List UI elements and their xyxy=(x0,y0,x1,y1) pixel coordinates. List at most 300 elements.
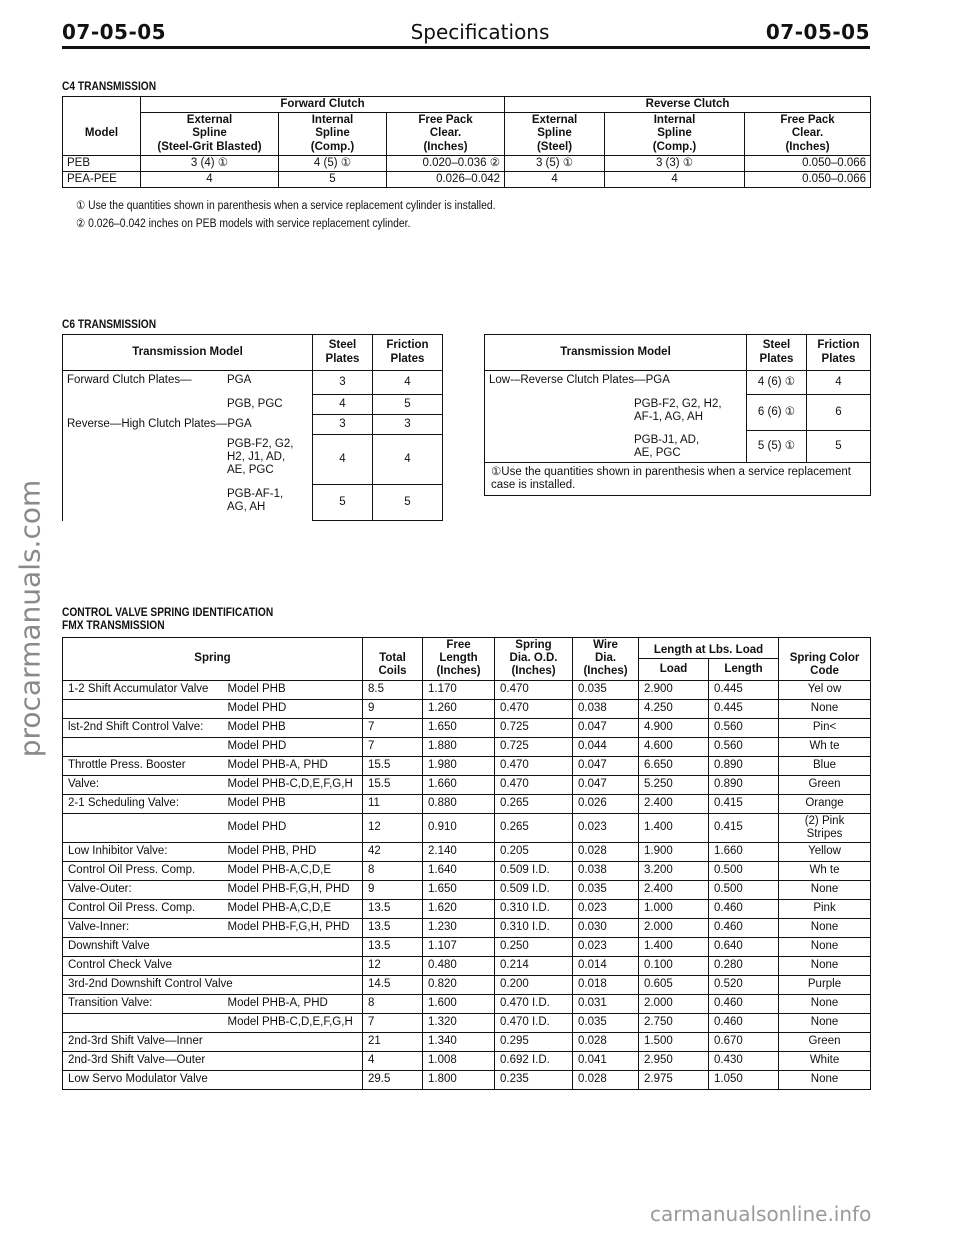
c6-left-table xyxy=(62,334,443,521)
fmx-cell: 0.460 xyxy=(709,900,779,919)
fmx-cell: 0.265 xyxy=(495,794,573,813)
c4-col-rext: External Spline (Steel) xyxy=(505,113,605,156)
fmx-h-spring: Spring xyxy=(63,638,363,681)
fmx-cell: 0.725 xyxy=(495,718,573,737)
c6-row xyxy=(63,435,443,485)
fmx-cell: 8 xyxy=(363,862,423,881)
fmx-cell: Model PHD xyxy=(223,699,363,718)
c4-cell: 0.050–0.066 xyxy=(745,172,871,188)
fmx-cell xyxy=(63,1014,223,1033)
c6-steel-cell: 4 xyxy=(313,395,373,415)
fmx-cell: 2.975 xyxy=(639,1071,709,1090)
c6-row xyxy=(485,395,871,431)
c6-model: PGB, PGC xyxy=(227,397,283,410)
fmx-row xyxy=(63,938,871,957)
fmx-cell xyxy=(223,1071,363,1090)
fmx-cell: 4.600 xyxy=(639,737,709,756)
fmx-cell: 0.890 xyxy=(709,756,779,775)
fmx-cell: Purple xyxy=(779,976,871,995)
c6-steel-cell: 5 (5) ① xyxy=(747,431,807,463)
c4-col-ext: External Spline (Steel-Grit Blasted) xyxy=(141,113,279,156)
c6l-h-model: Transmission Model xyxy=(63,335,313,371)
c6r-h-model: Transmission Model xyxy=(485,335,747,371)
fmx-cell: Model PHB xyxy=(223,718,363,737)
fmx-cell: 1.340 xyxy=(423,1033,495,1052)
fmx-cell: None xyxy=(779,1071,871,1090)
fmx-cell: Control Oil Press. Comp. xyxy=(63,862,223,881)
fmx-cell: 0.480 xyxy=(423,957,495,976)
fmx-cell: Model PHB xyxy=(223,680,363,699)
fmx-cell: 1.050 xyxy=(709,1071,779,1090)
c4-table xyxy=(62,96,871,188)
fmx-row xyxy=(63,737,871,756)
fmx-row xyxy=(63,1033,871,1052)
c6-model-cell xyxy=(63,415,313,435)
fmx-cell xyxy=(223,957,363,976)
c4-cell: 5 xyxy=(279,172,387,188)
c6-friction-cell: 5 xyxy=(807,431,871,463)
c6-model-cell xyxy=(485,371,747,395)
c6-label xyxy=(489,398,634,424)
fmx-row xyxy=(63,976,871,995)
c4-title: C4 TRANSMISSION xyxy=(62,79,157,93)
c4-cell: 0.020–0.036 ② xyxy=(387,155,505,171)
fmx-cell: 0.047 xyxy=(573,718,639,737)
c4-row xyxy=(63,155,871,171)
fmx-cell: 13.5 xyxy=(363,919,423,938)
fmx-cell: lst-2nd Shift Control Valve: xyxy=(63,718,223,737)
c6-model: PGB-AF-1, AG, AH xyxy=(227,487,284,513)
fmx-cell: 0.023 xyxy=(573,813,639,842)
fmx-cell: Low Inhibitor Valve: xyxy=(63,843,223,862)
fmx-cell: 0.035 xyxy=(573,680,639,699)
fmx-row xyxy=(63,957,871,976)
bottom-watermark: carmanualsonline.info xyxy=(650,1202,872,1226)
c6-label: Forward Clutch Plates— xyxy=(67,374,192,386)
c4-cell: 4 xyxy=(505,172,605,188)
fmx-cell xyxy=(63,813,223,842)
c6l-h-friction: Friction Plates xyxy=(373,335,443,371)
fmx-h-wire: Wire Dia. (Inches) xyxy=(573,638,639,681)
fmx-cell: 1.400 xyxy=(639,813,709,842)
c6-model-cell xyxy=(485,395,747,431)
fmx-cell: 0.047 xyxy=(573,775,639,794)
fmx-cell: 14.5 xyxy=(363,976,423,995)
fmx-row xyxy=(63,881,871,900)
fmx-cell xyxy=(223,1033,363,1052)
fmx-row xyxy=(63,843,871,862)
fmx-cell: 0.880 xyxy=(423,794,495,813)
fmx-cell: 0.470 I.D. xyxy=(495,1014,573,1033)
c4-cell: PEA-PEE xyxy=(63,172,141,188)
fmx-cell: 13.5 xyxy=(363,900,423,919)
fmx-row xyxy=(63,680,871,699)
c4-cell: 4 xyxy=(141,172,279,188)
c6-row xyxy=(63,415,443,435)
c4-col-free: Free Pack Clear. (Inches) xyxy=(387,113,505,156)
fmx-h-dia: Spring Dia. O.D. (Inches) xyxy=(495,638,573,681)
fmx-cell: 0.038 xyxy=(573,862,639,881)
fmx-cell: 0.415 xyxy=(709,813,779,842)
fmx-cell: 0.200 xyxy=(495,976,573,995)
fmx-cell: 1.320 xyxy=(423,1014,495,1033)
fmx-cell: 0.047 xyxy=(573,756,639,775)
c6-label xyxy=(67,438,227,478)
c6-friction-cell: 4 xyxy=(373,435,443,485)
c4-col-model: Model xyxy=(63,113,141,156)
fmx-cell: 2.400 xyxy=(639,794,709,813)
fmx-cell: 4.900 xyxy=(639,718,709,737)
fmx-cell: 0.310 I.D. xyxy=(495,919,573,938)
c6-model: PGB-F2, G2, H2, J1, AD, AE, PGC xyxy=(227,437,294,476)
c4-cell: 0.026–0.042 xyxy=(387,172,505,188)
c6-steel-cell: 6 (6) ① xyxy=(747,395,807,431)
fmx-cell: 0.023 xyxy=(573,938,639,957)
fmx-cell: 1.230 xyxy=(423,919,495,938)
c4-note-1: ① Use the quantities shown in parenthesis when a service replacement cylinder is installed. xyxy=(76,200,496,212)
fmx-cell: 0.038 xyxy=(573,699,639,718)
fmx-cell: 15.5 xyxy=(363,756,423,775)
fmx-cell: 9 xyxy=(363,881,423,900)
fmx-cell: 12 xyxy=(363,813,423,842)
fmx-cell: 3rd-2nd Downshift Control Valve xyxy=(63,976,223,995)
fmx-cell: 0.310 I.D. xyxy=(495,900,573,919)
fmx-cell: 7 xyxy=(363,737,423,756)
fmx-cell: Model PHB xyxy=(223,794,363,813)
c4-group-forward: Forward Clutch xyxy=(141,97,505,113)
fmx-cell: 2.140 xyxy=(423,843,495,862)
fmx-cell: 0.030 xyxy=(573,919,639,938)
fmx-cell: 7 xyxy=(363,1014,423,1033)
fmx-cell: 0.028 xyxy=(573,843,639,862)
fmx-row xyxy=(63,919,871,938)
c6-friction-cell: 3 xyxy=(373,415,443,435)
fmx-cell: 1.000 xyxy=(639,900,709,919)
fmx-cell: 0.415 xyxy=(709,794,779,813)
fmx-cell: Model PHB-A,C,D,E xyxy=(223,862,363,881)
fmx-cell: 0.044 xyxy=(573,737,639,756)
c6-steel-cell: 3 xyxy=(313,371,373,395)
fmx-cell: 2nd-3rd Shift Valve—Outer xyxy=(63,1052,223,1071)
fmx-cell: Green xyxy=(779,775,871,794)
fmx-cell: Wh te xyxy=(779,862,871,881)
fmx-row xyxy=(63,900,871,919)
fmx-cell: 1.880 xyxy=(423,737,495,756)
fmx-cell: 1.660 xyxy=(423,775,495,794)
fmx-cell: 6.650 xyxy=(639,756,709,775)
fmx-cell: None xyxy=(779,699,871,718)
fmx-cell: 1.650 xyxy=(423,718,495,737)
fmx-cell: 0.031 xyxy=(573,995,639,1014)
c6-label xyxy=(67,398,227,411)
fmx-cell: Model PHB, PHD xyxy=(223,843,363,862)
fmx-cell: 0.560 xyxy=(709,718,779,737)
c4-cell: 3 (4) ① xyxy=(141,155,279,171)
page-code-left: 07-05-05 xyxy=(62,20,167,44)
fmx-cell: 0.035 xyxy=(573,1014,639,1033)
fmx-cell: Throttle Press. Booster xyxy=(63,756,223,775)
fmx-cell: 0.640 xyxy=(709,938,779,957)
c6-friction-cell: 5 xyxy=(373,485,443,521)
fmx-cell: 0.265 xyxy=(495,813,573,842)
c4-cell: 3 (5) ① xyxy=(505,155,605,171)
fmx-cell: 2.750 xyxy=(639,1014,709,1033)
c6-label xyxy=(489,434,634,460)
fmx-cell xyxy=(63,737,223,756)
fmx-cell: 1.008 xyxy=(423,1052,495,1071)
fmx-cell: Orange xyxy=(779,794,871,813)
fmx-cell: None xyxy=(779,919,871,938)
fmx-cell: Model PHB-F,G,H, PHD xyxy=(223,881,363,900)
fmx-cell: 0.035 xyxy=(573,881,639,900)
c6-model: PGA xyxy=(227,417,252,430)
fmx-cell: Pink xyxy=(779,900,871,919)
fmx-cell: Transition Valve: xyxy=(63,995,223,1014)
fmx-cell xyxy=(223,1052,363,1071)
c6-model: PGB-F2, G2, H2, AF-1, AG, AH xyxy=(634,397,722,423)
fmx-cell: Model PHD xyxy=(223,737,363,756)
c6r-h-steel: Steel Plates xyxy=(747,335,807,371)
fmx-row xyxy=(63,862,871,881)
c6-label: Reverse—High Clutch Plates— xyxy=(67,417,228,430)
fmx-cell: 0.026 xyxy=(573,794,639,813)
side-watermark: procarmanuals.com xyxy=(13,479,47,758)
fmx-cell: 0.500 xyxy=(709,881,779,900)
fmx-cell: 1.260 xyxy=(423,699,495,718)
fmx-cell: 9 xyxy=(363,699,423,718)
fmx-cell: 0.445 xyxy=(709,680,779,699)
fmx-cell: 2-1 Scheduling Valve: xyxy=(63,794,223,813)
fmx-row xyxy=(63,794,871,813)
fmx-cell: (2) Pink Stripes xyxy=(779,813,871,842)
c6-steel-cell: 4 (6) ① xyxy=(747,371,807,395)
fmx-cell: Pin< xyxy=(779,718,871,737)
fmx-cell: 1.600 xyxy=(423,995,495,1014)
fmx-h-color: Spring Color Code xyxy=(779,638,871,681)
fmx-cell: 0.460 xyxy=(709,1014,779,1033)
c6-model-cell xyxy=(485,431,747,463)
page-code-right: 07-05-05 xyxy=(765,20,870,44)
c6-friction-cell: 4 xyxy=(807,371,871,395)
fmx-cell: 2nd-3rd Shift Valve—Inner xyxy=(63,1033,223,1052)
fmx-cell: 0.470 I.D. xyxy=(495,995,573,1014)
fmx-cell: 0.509 I.D. xyxy=(495,881,573,900)
fmx-cell: 13.5 xyxy=(363,938,423,957)
fmx-cell: 2.000 xyxy=(639,995,709,1014)
c6l-h-steel: Steel Plates xyxy=(313,335,373,371)
fmx-cell: 0.445 xyxy=(709,699,779,718)
fmx-cell: 0.014 xyxy=(573,957,639,976)
fmx-cell: 2.000 xyxy=(639,919,709,938)
fmx-cell: 0.295 xyxy=(495,1033,573,1052)
fmx-h-free: Free Length (Inches) xyxy=(423,638,495,681)
fmx-row xyxy=(63,813,871,842)
fmx-cell: 0.100 xyxy=(639,957,709,976)
fmx-cell xyxy=(223,976,363,995)
fmx-cell: 1.640 xyxy=(423,862,495,881)
c6-friction-cell: 4 xyxy=(373,371,443,395)
fmx-cell: 1.660 xyxy=(709,843,779,862)
fmx-cell: None xyxy=(779,881,871,900)
fmx-cell: Blue xyxy=(779,756,871,775)
fmx-cell: 1.107 xyxy=(423,938,495,957)
fmx-cell: 0.725 xyxy=(495,737,573,756)
c4-cell: 3 (3) ① xyxy=(605,155,745,171)
fmx-cell: 0.470 xyxy=(495,756,573,775)
fmx-cell: 1.900 xyxy=(639,843,709,862)
fmx-cell: 0.214 xyxy=(495,957,573,976)
fmx-cell: 8 xyxy=(363,995,423,1014)
fmx-cell: 4.250 xyxy=(639,699,709,718)
fmx-cell: 5.250 xyxy=(639,775,709,794)
fmx-cell: 0.023 xyxy=(573,900,639,919)
fmx-cell: Green xyxy=(779,1033,871,1052)
c4-cell: 4 xyxy=(605,172,745,188)
c6-model-cell xyxy=(63,371,313,395)
fmx-cell: Control Check Valve xyxy=(63,957,223,976)
fmx-cell: 1.650 xyxy=(423,881,495,900)
fmx-h-length: Length xyxy=(709,659,779,680)
c4-row xyxy=(63,172,871,188)
fmx-cell: 7 xyxy=(363,718,423,737)
fmx-row xyxy=(63,1071,871,1090)
fmx-cell: Downshift Valve xyxy=(63,938,223,957)
fmx-cell: 0.520 xyxy=(709,976,779,995)
c6-right-note: ①Use the quantities shown in parenthesis when a service replacement case is installed. xyxy=(485,463,871,496)
c6-model: PGB-J1, AD, AE, PGC xyxy=(634,433,700,459)
page-title: Specifications xyxy=(410,20,550,44)
fmx-cell: 0.470 xyxy=(495,775,573,794)
fmx-cell: None xyxy=(779,1014,871,1033)
c6-steel-cell: 3 xyxy=(313,415,373,435)
fmx-row xyxy=(63,718,871,737)
c6-model: PGA xyxy=(227,374,252,386)
fmx-cell: 0.430 xyxy=(709,1052,779,1071)
fmx-cell: 0.605 xyxy=(639,976,709,995)
fmx-cell: Valve-Outer: xyxy=(63,881,223,900)
fmx-cell: Model PHD xyxy=(223,813,363,842)
fmx-cell: Valve: xyxy=(63,775,223,794)
fmx-title-1: CONTROL VALVE SPRING IDENTIFICATION xyxy=(62,605,274,619)
fmx-cell: 8.5 xyxy=(363,680,423,699)
fmx-cell: 42 xyxy=(363,843,423,862)
fmx-cell: Model PHB-A,C,D,E xyxy=(223,900,363,919)
c4-group-reverse: Reverse Clutch xyxy=(505,97,871,113)
c6-title: C6 TRANSMISSION xyxy=(62,317,157,331)
fmx-cell: 0.910 xyxy=(423,813,495,842)
c4-cell: PEB xyxy=(63,155,141,171)
c4-cell: 4 (5) ① xyxy=(279,155,387,171)
fmx-cell: 2.900 xyxy=(639,680,709,699)
fmx-cell: 0.250 xyxy=(495,938,573,957)
fmx-cell: Model PHB-A, PHD xyxy=(223,756,363,775)
fmx-h-total: Total Coils xyxy=(363,638,423,681)
fmx-cell: 0.460 xyxy=(709,919,779,938)
fmx-cell: 0.205 xyxy=(495,843,573,862)
header-rule xyxy=(62,46,870,49)
c6-model-cell xyxy=(63,395,313,415)
fmx-cell: 15.5 xyxy=(363,775,423,794)
fmx-cell xyxy=(223,938,363,957)
fmx-row xyxy=(63,1052,871,1071)
c6-right-table xyxy=(484,334,871,496)
c6-steel-cell: 5 xyxy=(313,485,373,521)
fmx-cell: 21 xyxy=(363,1033,423,1052)
fmx-cell: None xyxy=(779,957,871,976)
fmx-cell: 0.460 xyxy=(709,995,779,1014)
c4-col-rfree: Free Pack Clear. (Inches) xyxy=(745,113,871,156)
fmx-row xyxy=(63,756,871,775)
fmx-cell: 1-2 Shift Accumulator Valve xyxy=(63,680,223,699)
fmx-row xyxy=(63,1014,871,1033)
c4-blank-corner xyxy=(63,97,141,113)
fmx-cell: 11 xyxy=(363,794,423,813)
fmx-cell: 2.400 xyxy=(639,881,709,900)
c6-label xyxy=(67,488,227,514)
fmx-cell: 1.500 xyxy=(639,1033,709,1052)
fmx-spring-table xyxy=(62,637,871,1090)
c6-model-cell xyxy=(63,485,313,521)
fmx-cell: Wh te xyxy=(779,737,871,756)
fmx-cell: 1.170 xyxy=(423,680,495,699)
fmx-cell: Control Oil Press. Comp. xyxy=(63,900,223,919)
fmx-cell: 1.400 xyxy=(639,938,709,957)
c6-row xyxy=(63,395,443,415)
c6-steel-cell: 4 xyxy=(313,435,373,485)
fmx-cell: 0.820 xyxy=(423,976,495,995)
c6-row xyxy=(63,485,443,521)
fmx-cell: Yellow xyxy=(779,843,871,862)
c6-friction-cell: 5 xyxy=(373,395,443,415)
c4-col-rint: Internal Spline (Comp.) xyxy=(605,113,745,156)
fmx-cell: 0.692 I.D. xyxy=(495,1052,573,1071)
fmx-cell: 0.670 xyxy=(709,1033,779,1052)
fmx-cell: Low Servo Modulator Valve xyxy=(63,1071,223,1090)
c6-label: Low-–Reverse Clutch Plates— xyxy=(489,374,646,386)
c6-friction-cell: 6 xyxy=(807,395,871,431)
fmx-cell: 0.509 I.D. xyxy=(495,862,573,881)
fmx-cell: 0.041 xyxy=(573,1052,639,1071)
fmx-cell: 0.500 xyxy=(709,862,779,881)
fmx-cell: 1.620 xyxy=(423,900,495,919)
fmx-row xyxy=(63,995,871,1014)
fmx-cell: None xyxy=(779,938,871,957)
fmx-cell xyxy=(63,699,223,718)
fmx-cell: 0.028 xyxy=(573,1071,639,1090)
fmx-cell: 0.018 xyxy=(573,976,639,995)
c4-note-2: ② 0.026–0.042 inches on PEB models with service replacement cylinder. xyxy=(76,218,411,230)
c6-row xyxy=(485,371,871,395)
fmx-cell: Yel ow xyxy=(779,680,871,699)
c6r-h-friction: Friction Plates xyxy=(807,335,871,371)
fmx-cell: Model PHB-C,D,E,F,G,H xyxy=(223,775,363,794)
fmx-cell: White xyxy=(779,1052,871,1071)
fmx-cell: 0.890 xyxy=(709,775,779,794)
fmx-h-len: Length at Lbs. Load xyxy=(639,638,779,659)
c6-row xyxy=(63,371,443,395)
fmx-cell: Model PHB-F,G,H, PHD xyxy=(223,919,363,938)
fmx-row xyxy=(63,775,871,794)
fmx-cell: None xyxy=(779,995,871,1014)
fmx-cell: 0.280 xyxy=(709,957,779,976)
fmx-cell: 0.235 xyxy=(495,1071,573,1090)
c6-row xyxy=(485,431,871,463)
fmx-cell: Model PHB-C,D,E,F,G,H xyxy=(223,1014,363,1033)
fmx-cell: Model PHB-A, PHD xyxy=(223,995,363,1014)
c6-model: PGA xyxy=(645,374,670,386)
fmx-cell: 29.5 xyxy=(363,1071,423,1090)
fmx-cell: 1.800 xyxy=(423,1071,495,1090)
